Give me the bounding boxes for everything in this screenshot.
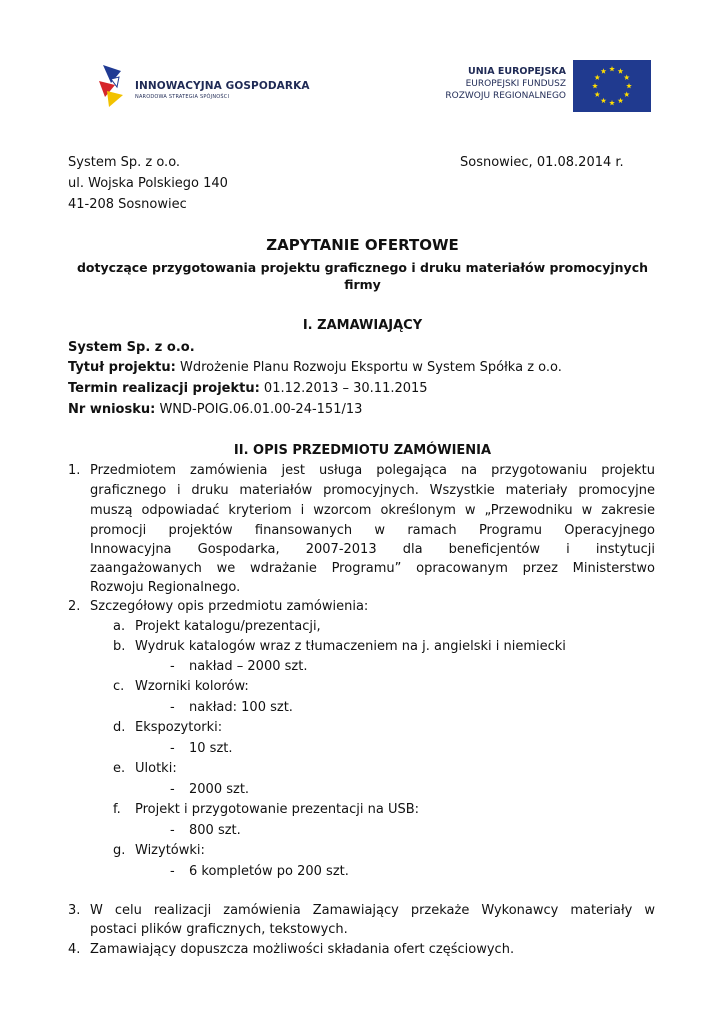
subitem-letter: c. xyxy=(113,679,125,694)
subitem-letter: g. xyxy=(113,843,126,858)
sender-street: ul. Wojska Polskiego 140 xyxy=(68,176,228,191)
subitem-text: Wydruk katalogów wraz z tłumaczeniem na j. angielski i niemiecki xyxy=(135,639,566,654)
item1-line: muszą odpowiadać kryteriom i wzorcom określonym w „Przewodniku w zakresie xyxy=(90,503,655,518)
subitem-detail: 10 szt. xyxy=(189,741,233,756)
place-date: Sosnowiec, 01.08.2014 r. xyxy=(460,155,624,170)
ig-logo-mark-icon xyxy=(97,63,125,109)
sender-city: 41-208 Sosnowiec xyxy=(68,197,187,212)
document-title: ZAPYTANIE OFERTOWE xyxy=(266,236,459,254)
item1-line: Przedmiotem zamówienia jest usługa polegająca na przygotowaniu projektu xyxy=(90,463,655,478)
subitem-detail: nakład – 2000 szt. xyxy=(189,659,308,674)
project-term-value: 01.12.2013 – 30.11.2015 xyxy=(259,381,428,396)
sender-name: System Sp. z o.o. xyxy=(68,155,181,170)
subitem-detail: nakład: 100 szt. xyxy=(189,700,293,715)
project-title-label: Tytuł projektu: xyxy=(68,360,176,375)
document-subtitle-line1: dotyczące przygotowania projektu graficznego i druku materiałów promocyjnych xyxy=(76,260,648,275)
subitem-dash: - xyxy=(170,741,175,756)
subitem-detail: 800 szt. xyxy=(189,823,241,838)
application-number-row xyxy=(68,402,362,418)
project-title-value: Wdrożenie Planu Rozwoju Eksportu w System Spółka z o.o. xyxy=(175,360,562,375)
eu-logo-line2: EUROPEJSKI FUNDUSZ xyxy=(465,79,566,89)
item1-line: graficznego i druku materiałów promocyjnych. Wszystkie materiały promocyjne xyxy=(90,483,655,498)
subitem-dash: - xyxy=(170,823,175,838)
subitem-text: Wzorniki kolorów: xyxy=(135,679,249,694)
ig-logo-name: INNOWACYJNA GOSPODARKA xyxy=(135,80,310,92)
item4-number: 4. xyxy=(68,942,81,957)
item1-number: 1. xyxy=(68,463,81,478)
subitem-text: Projekt i przygotowanie prezentacji na USB: xyxy=(135,802,420,817)
project-term-row xyxy=(68,381,428,397)
subitem-text: Projekt katalogu/prezentacji, xyxy=(135,619,321,634)
ordering-company: System Sp. z o.o. xyxy=(68,340,195,355)
item1-line: zaangażowanych we wdrażanie Programu” opracowanym przez Ministerstwo xyxy=(90,561,655,576)
subitem-letter: b. xyxy=(113,639,126,654)
subitem-detail: 2000 szt. xyxy=(189,782,250,797)
subitem-letter: d. xyxy=(113,720,126,735)
section2-heading: II. OPIS PRZEDMIOTU ZAMÓWIENIA xyxy=(233,443,492,458)
item3-line: W celu realizacji zamówienia Zamawiający przekaże Wykonawcy materiały w xyxy=(90,903,655,918)
subitem-text: Wizytówki: xyxy=(135,843,205,858)
ig-logo-subtitle: NARODOWA STRATEGIA SPÓJNOŚCI xyxy=(135,94,230,100)
eu-flag-icon xyxy=(573,60,651,112)
subitem-letter: f. xyxy=(113,802,121,817)
item2-text: Szczegółowy opis przedmiotu zamówienia: xyxy=(90,599,369,614)
application-number-value: WND-POIG.06.01.00-24-151/13 xyxy=(155,402,363,417)
item2-number: 2. xyxy=(68,599,81,614)
project-title-row xyxy=(68,360,562,376)
item1-line: Rozwoju Regionalnego. xyxy=(90,580,241,595)
subitem-detail: 6 kompletów po 200 szt. xyxy=(189,864,349,879)
subitem-dash: - xyxy=(170,700,175,715)
subitem-text: Ulotki: xyxy=(135,761,177,776)
subitem-text: Ekspozytorki: xyxy=(135,720,223,735)
project-term-label: Termin realizacji projektu: xyxy=(68,381,260,396)
eu-logo-text xyxy=(430,66,566,102)
item4-text: Zamawiający dopuszcza możliwości składania ofert częściowych. xyxy=(90,942,515,957)
subitem-dash: - xyxy=(170,864,175,879)
subitem-letter: e. xyxy=(113,761,126,776)
item1-line: Innowacyjna Gospodarka, 2007-2013 dla beneficjentów i instytucji xyxy=(90,542,655,557)
document-subtitle-line2: firmy xyxy=(344,277,381,292)
subitem-dash: - xyxy=(170,782,175,797)
subitem-dash: - xyxy=(170,659,175,674)
subitem-letter: a. xyxy=(113,619,126,634)
application-number-label: Nr wniosku: xyxy=(68,402,156,417)
innowacyjna-gospodarka-logo xyxy=(97,58,317,114)
eu-logo-line3: ROZWOJU REGIONALNEGO xyxy=(445,91,566,101)
item3-number: 3. xyxy=(68,903,81,918)
section1-heading: I. ZAMAWIAJĄCY xyxy=(302,318,423,333)
item3-line: postaci plików graficznych, tekstowych. xyxy=(90,922,348,937)
eu-logo-line1: UNIA EUROPEJSKA xyxy=(468,66,566,77)
item1-line: promocji projektów finansowanych w ramach Programu Operacyjnego xyxy=(90,523,655,538)
